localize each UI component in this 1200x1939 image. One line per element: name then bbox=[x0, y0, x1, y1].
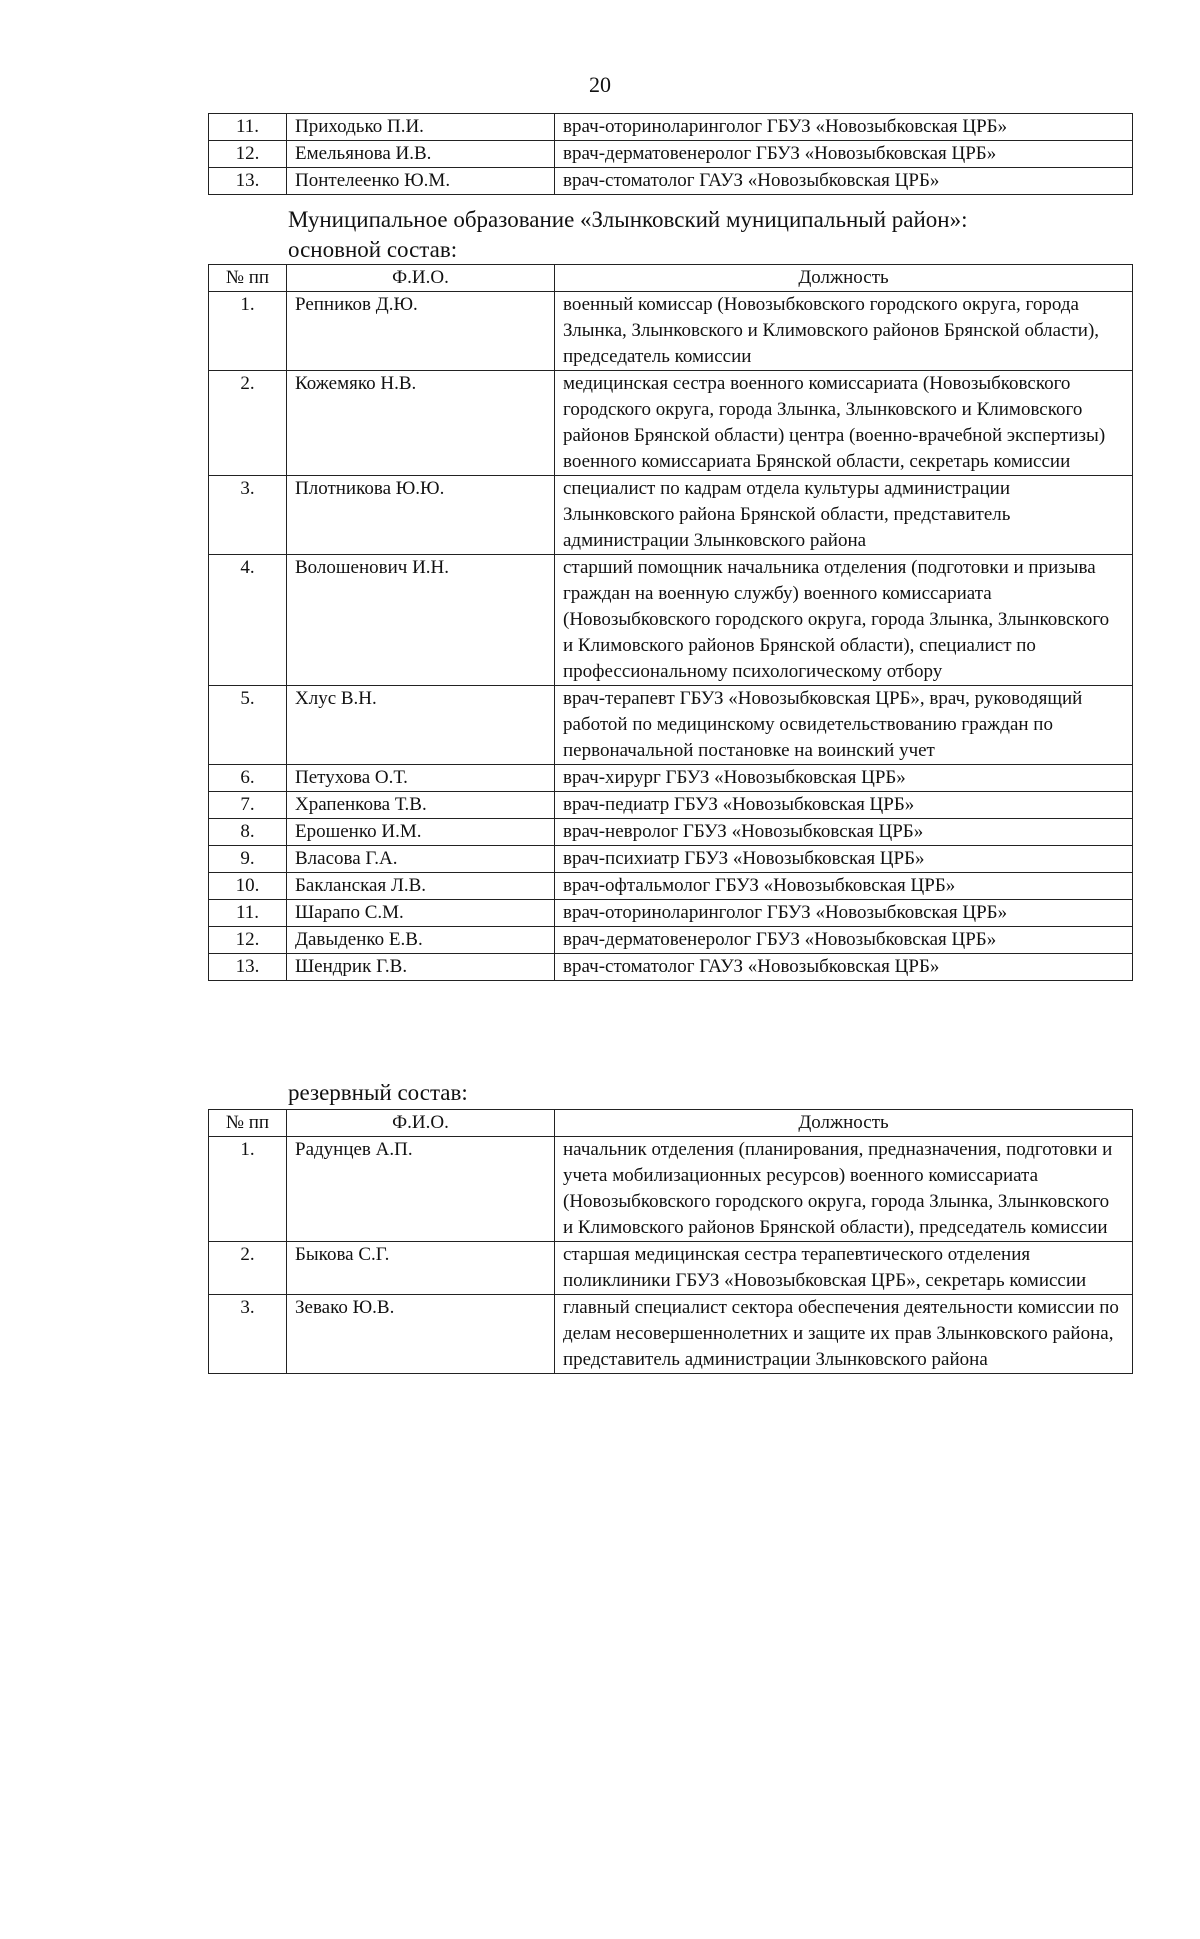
row-number: 6. bbox=[209, 765, 287, 792]
row-position: врач-стоматолог ГАУЗ «Новозыбковская ЦРБ» bbox=[555, 954, 1133, 981]
table-header-row bbox=[209, 265, 1133, 292]
row-number: 2. bbox=[209, 371, 287, 476]
table-row bbox=[209, 900, 1133, 927]
table-row bbox=[209, 1242, 1133, 1295]
row-number: 11. bbox=[209, 114, 287, 141]
row-position: медицинская сестра военного комиссариата (Новозыбковского городского округа, города Злынка, Злынковского и Климовского районов Брянской области) центра (военно-врачебной экспертизы) военного комиссариата Брянской области, секретарь комиссии bbox=[555, 371, 1133, 476]
row-name: Бакланская Л.В. bbox=[287, 873, 555, 900]
table-row bbox=[209, 686, 1133, 765]
table-row bbox=[209, 168, 1133, 195]
row-name: Кожемяко Н.В. bbox=[287, 371, 555, 476]
row-number: 11. bbox=[209, 900, 287, 927]
row-name: Власова Г.А. bbox=[287, 846, 555, 873]
row-position: врач-оториноларинголог ГБУЗ «Новозыбковская ЦРБ» bbox=[555, 900, 1133, 927]
row-number: 12. bbox=[209, 141, 287, 168]
table-row bbox=[209, 371, 1133, 476]
row-position: главный специалист сектора обеспечения деятельности комиссии по делам несовершеннолетних и защите их прав Злынковского района, представитель администрации Злынковского района bbox=[555, 1295, 1133, 1374]
row-position: врач-дерматовенеролог ГБУЗ «Новозыбковская ЦРБ» bbox=[555, 927, 1133, 954]
row-name: Приходько П.И. bbox=[287, 114, 555, 141]
table-row bbox=[209, 819, 1133, 846]
row-position: врач-педиатр ГБУЗ «Новозыбковская ЦРБ» bbox=[555, 792, 1133, 819]
municipality-heading: Муниципальное образование «Злынковский муниципальный район»: bbox=[288, 207, 968, 232]
row-name: Хлус В.Н. bbox=[287, 686, 555, 765]
row-name: Зевако Ю.В. bbox=[287, 1295, 555, 1374]
row-position: военный комиссар (Новозыбковского городского округа, города Злынка, Злынковского и Климовского районов Брянской области), председатель комиссии bbox=[555, 292, 1133, 371]
row-number: 7. bbox=[209, 792, 287, 819]
table-row bbox=[209, 1295, 1133, 1374]
row-position: врач-психиатр ГБУЗ «Новозыбковская ЦРБ» bbox=[555, 846, 1133, 873]
table-row bbox=[209, 292, 1133, 371]
row-name: Ерошенко И.М. bbox=[287, 819, 555, 846]
page-number: 20 bbox=[589, 72, 611, 97]
row-position: врач-невролог ГБУЗ «Новозыбковская ЦРБ» bbox=[555, 819, 1133, 846]
reserve-composition-table bbox=[208, 1109, 1133, 1374]
header-position: Должность bbox=[555, 1110, 1133, 1137]
row-number: 13. bbox=[209, 168, 287, 195]
row-position: старший помощник начальника отделения (подготовки и призыва граждан на военную службу) военного комиссариата (Новозыбковского городского округа, города Злынка, Злынковского и Климовского районов Брянской области), специалист по профессиональному психологическому отбору bbox=[555, 555, 1133, 686]
table-row bbox=[209, 476, 1133, 555]
table-header-row bbox=[209, 1110, 1133, 1137]
row-name: Давыденко Е.В. bbox=[287, 927, 555, 954]
row-number: 8. bbox=[209, 819, 287, 846]
table-row bbox=[209, 114, 1133, 141]
table-row bbox=[209, 765, 1133, 792]
header-name: Ф.И.О. bbox=[287, 265, 555, 292]
row-name: Шендрик Г.В. bbox=[287, 954, 555, 981]
row-name: Плотникова Ю.Ю. bbox=[287, 476, 555, 555]
row-number: 12. bbox=[209, 927, 287, 954]
row-position: врач-терапевт ГБУЗ «Новозыбковская ЦРБ», врач, руководящий работой по медицинскому освидетельствованию граждан по первоначальной постановке на воинский учет bbox=[555, 686, 1133, 765]
table-row bbox=[209, 555, 1133, 686]
table-row bbox=[209, 927, 1133, 954]
row-name: Храпенкова Т.В. bbox=[287, 792, 555, 819]
row-position: врач-дерматовенеролог ГБУЗ «Новозыбковская ЦРБ» bbox=[555, 141, 1133, 168]
row-position: врач-офтальмолог ГБУЗ «Новозыбковская ЦРБ» bbox=[555, 873, 1133, 900]
row-position: врач-хирург ГБУЗ «Новозыбковская ЦРБ» bbox=[555, 765, 1133, 792]
table-row bbox=[209, 141, 1133, 168]
table-row bbox=[209, 1137, 1133, 1242]
row-name: Шарапо С.М. bbox=[287, 900, 555, 927]
main-composition-heading: основной состав: bbox=[288, 237, 458, 262]
row-position: врач-оториноларинголог ГБУЗ «Новозыбковская ЦРБ» bbox=[555, 114, 1133, 141]
row-number: 1. bbox=[209, 1137, 287, 1242]
header-position: Должность bbox=[555, 265, 1133, 292]
row-name: Понтелеенко Ю.М. bbox=[287, 168, 555, 195]
row-name: Емельянова И.В. bbox=[287, 141, 555, 168]
main-composition-table bbox=[208, 264, 1133, 981]
table-row bbox=[209, 873, 1133, 900]
row-name: Радунцев А.П. bbox=[287, 1137, 555, 1242]
row-number: 3. bbox=[209, 1295, 287, 1374]
row-number: 5. bbox=[209, 686, 287, 765]
table-row bbox=[209, 954, 1133, 981]
row-number: 4. bbox=[209, 555, 287, 686]
row-name: Быкова С.Г. bbox=[287, 1242, 555, 1295]
row-number: 2. bbox=[209, 1242, 287, 1295]
row-number: 9. bbox=[209, 846, 287, 873]
row-number: 3. bbox=[209, 476, 287, 555]
row-number: 13. bbox=[209, 954, 287, 981]
header-name: Ф.И.О. bbox=[287, 1110, 555, 1137]
row-number: 10. bbox=[209, 873, 287, 900]
row-name: Волошенович И.Н. bbox=[287, 555, 555, 686]
table-row bbox=[209, 792, 1133, 819]
row-name: Петухова О.Т. bbox=[287, 765, 555, 792]
row-name: Репников Д.Ю. bbox=[287, 292, 555, 371]
row-position: специалист по кадрам отдела культуры администрации Злынковского района Брянской области, представитель администрации Злынковского района bbox=[555, 476, 1133, 555]
row-number: 1. bbox=[209, 292, 287, 371]
row-position: старшая медицинская сестра терапевтического отделения поликлиники ГБУЗ «Новозыбковская ЦРБ», секретарь комиссии bbox=[555, 1242, 1133, 1295]
table-continued bbox=[208, 113, 1133, 195]
reserve-composition-heading: резервный состав: bbox=[288, 1080, 468, 1105]
header-num: № пп bbox=[209, 265, 287, 292]
table-row bbox=[209, 846, 1133, 873]
row-position: начальник отделения (планирования, предназначения, подготовки и учета мобилизационных ресурсов) военного комиссариата (Новозыбковского городского округа, города Злынка, Злынковского и Климовского районов Брянской области), председатель комиссии bbox=[555, 1137, 1133, 1242]
row-position: врач-стоматолог ГАУЗ «Новозыбковская ЦРБ» bbox=[555, 168, 1133, 195]
header-num: № пп bbox=[209, 1110, 287, 1137]
